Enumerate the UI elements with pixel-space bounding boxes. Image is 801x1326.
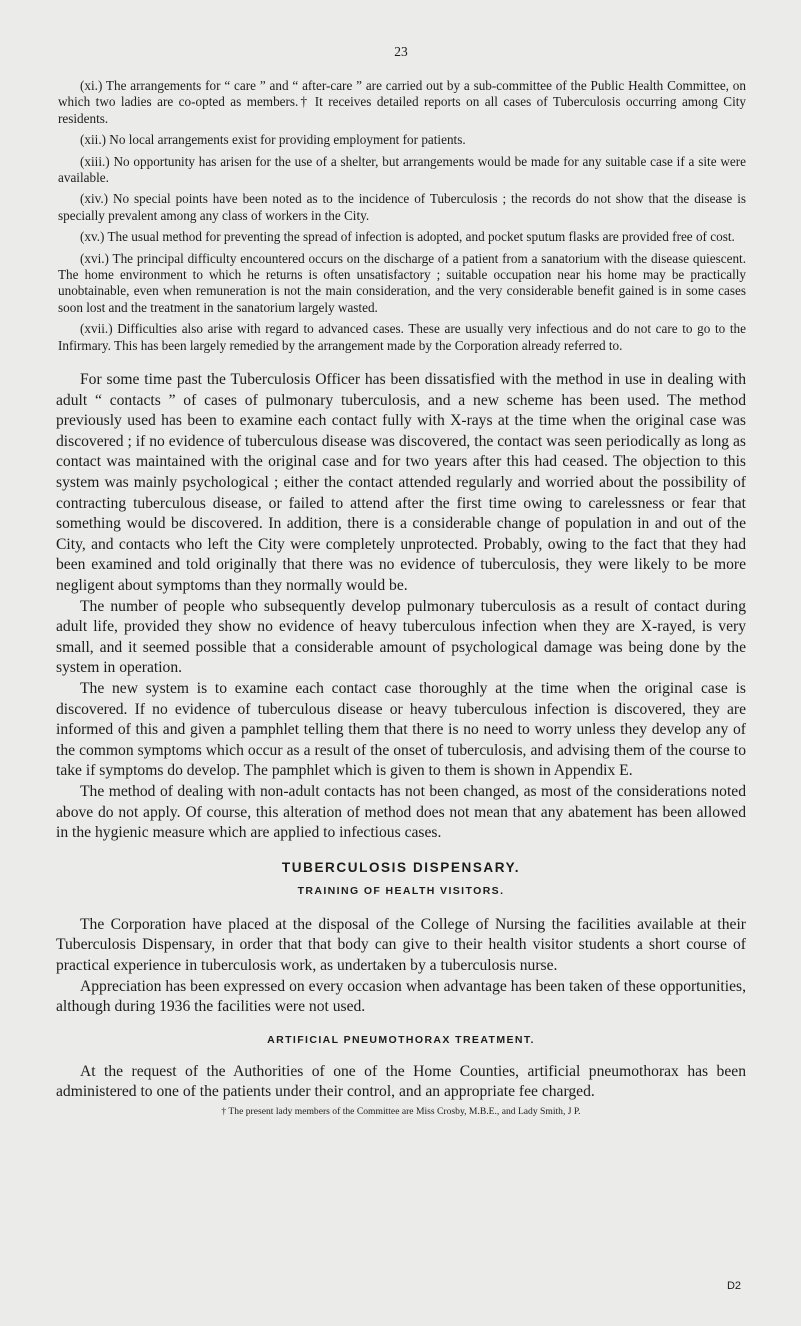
- list-item: (xi.) The arrangements for “ care ” and “ after-care ” are carried out by a sub-committee of the Public Health Committee, on which two ladies are co-opted as members.† It receives detailed reports on all cases of Tuberculosis occurring among City residents.: [58, 78, 746, 126]
- contacts-section: [56, 370, 746, 844]
- paragraph: Appreciation has been expressed on every occasion when advantage has been taken of these opportunities, although during 1936 the facilities were not used.: [56, 977, 746, 1016]
- section-heading-pneumothorax: ARTIFICIAL PNEUMOTHORAX TREATMENT.: [267, 1033, 535, 1046]
- list-item: (xiii.) No opportunity has arisen for the use of a shelter, but arrangements would be made for any suitable case if a site were available.: [58, 153, 746, 186]
- paragraph: The new system is to examine each contact case thoroughly at the time when the original case is discovered. If no evidence of tuberculous disease or heavy tuberculous infection is discovered, they are informed of this and given a pamphlet telling them that there is no need to worry unless they develop any of the common symptoms which occur as a result of the onset of tuberculosis, and advising them of the course to take if symptoms do develop. The pamphlet which is given to them is shown in Appendix E.: [56, 680, 746, 780]
- paragraph: The Corporation have placed at the disposal of the College of Nursing the facilities available at their Tuberculosis Dispensary, in order that that body can give to their health visitor students a short course of practical experience in tuberculosis work, as undertaken by a tuberculosis nurse.: [56, 915, 746, 974]
- dispensary-section: [56, 915, 746, 1018]
- pneumothorax-section: [56, 1062, 746, 1103]
- subheading-training: TRAINING OF HEALTH VISITORS.: [297, 884, 505, 897]
- list-item: (xvi.) The principal difficulty encountered occurs on the discharge of a patient from a sanatorium with the disease quiescent. The home environment to which he returns is often unsatisfactory ; suitable occupation near his home may be practically unobtainable, even when remuneration is not the main consideration, and the very considerable benefit gained is in some cases soon lost and the treatment in the sanatorium largely wasted.: [58, 250, 746, 315]
- list-item: (xiv.) No special points have been noted as to the incidence of Tuberculosis ; the records do not show that the disease is specially prevalent among any class of workers in the City.: [58, 191, 746, 223]
- list-item: (xv.) The usual method for preventing the spread of infection is adopted, and pocket sputum flasks are provided free of cost.: [80, 229, 735, 245]
- signature-mark: D2: [726, 1280, 741, 1292]
- page-number: 23: [394, 44, 408, 59]
- paragraph: The method of dealing with non-adult contacts has not been changed, as most of the considerations noted above do not apply. Of course, this alteration of method does not mean that any abatement has been allowed in the hygienic measure which are applied to infectious cases.: [56, 782, 746, 842]
- paragraph: The number of people who subsequently develop pulmonary tuberculosis as a result of contact during adult life, provided they show no evidence of heavy tuberculous infection when they are X-rayed, is very small, and it seemed possible that a considerable amount of psychological damage was being done by the system in operation.: [56, 597, 746, 677]
- paragraph: At the request of the Authorities of one of the Home Counties, artificial pneumothorax has been administered to one of the patients under their control, and an appropriate fee charged.: [56, 1062, 746, 1101]
- section-heading-dispensary: TUBERCULOSIS DISPENSARY.: [281, 859, 521, 875]
- list-item: (xvii.) Difficulties also arise with regard to advanced cases. These are usually very infectious and do not care to go to the Infirmary. This has been largely remedied by the arrangement made by the Corporation already referred to.: [58, 321, 746, 353]
- paragraph: For some time past the Tuberculosis Officer has been dissatisfied with the method in use in dealing with adult “ contacts ” of cases of pulmonary tuberculosis, and a new scheme has been used. The method previously used has been to examine each contact fully with X-rays at the time when the original case was discovered ; if no evidence of tuberculous disease was discovered, the contact was seen periodically as long as contact was maintained with the original case and for two years after this had ceased. The objection to this system was mainly psychological ; either the contact attended regularly and worried about the possibility of contracting tuberculous disease, or failed to attend after the first time owing to carelessness or fear that something would be discovered. In addition, there is a considerable change of population in and out of the City, and contacts who left the City were completely unprotected. Probably, owing to the fact that they had been examined and told originally that there was no evidence of tuberculosis, they were likely to be more negligent about symptoms than they normally would be.: [56, 371, 746, 595]
- footnote: † The present lady members of the Committee are Miss Crosby, M.B.E., and Lady Smith, J P.: [221, 1105, 581, 1117]
- enumerated-list: [56, 78, 746, 354]
- list-item: (xii.) No local arrangements exist for providing employment for patients.: [80, 132, 466, 148]
